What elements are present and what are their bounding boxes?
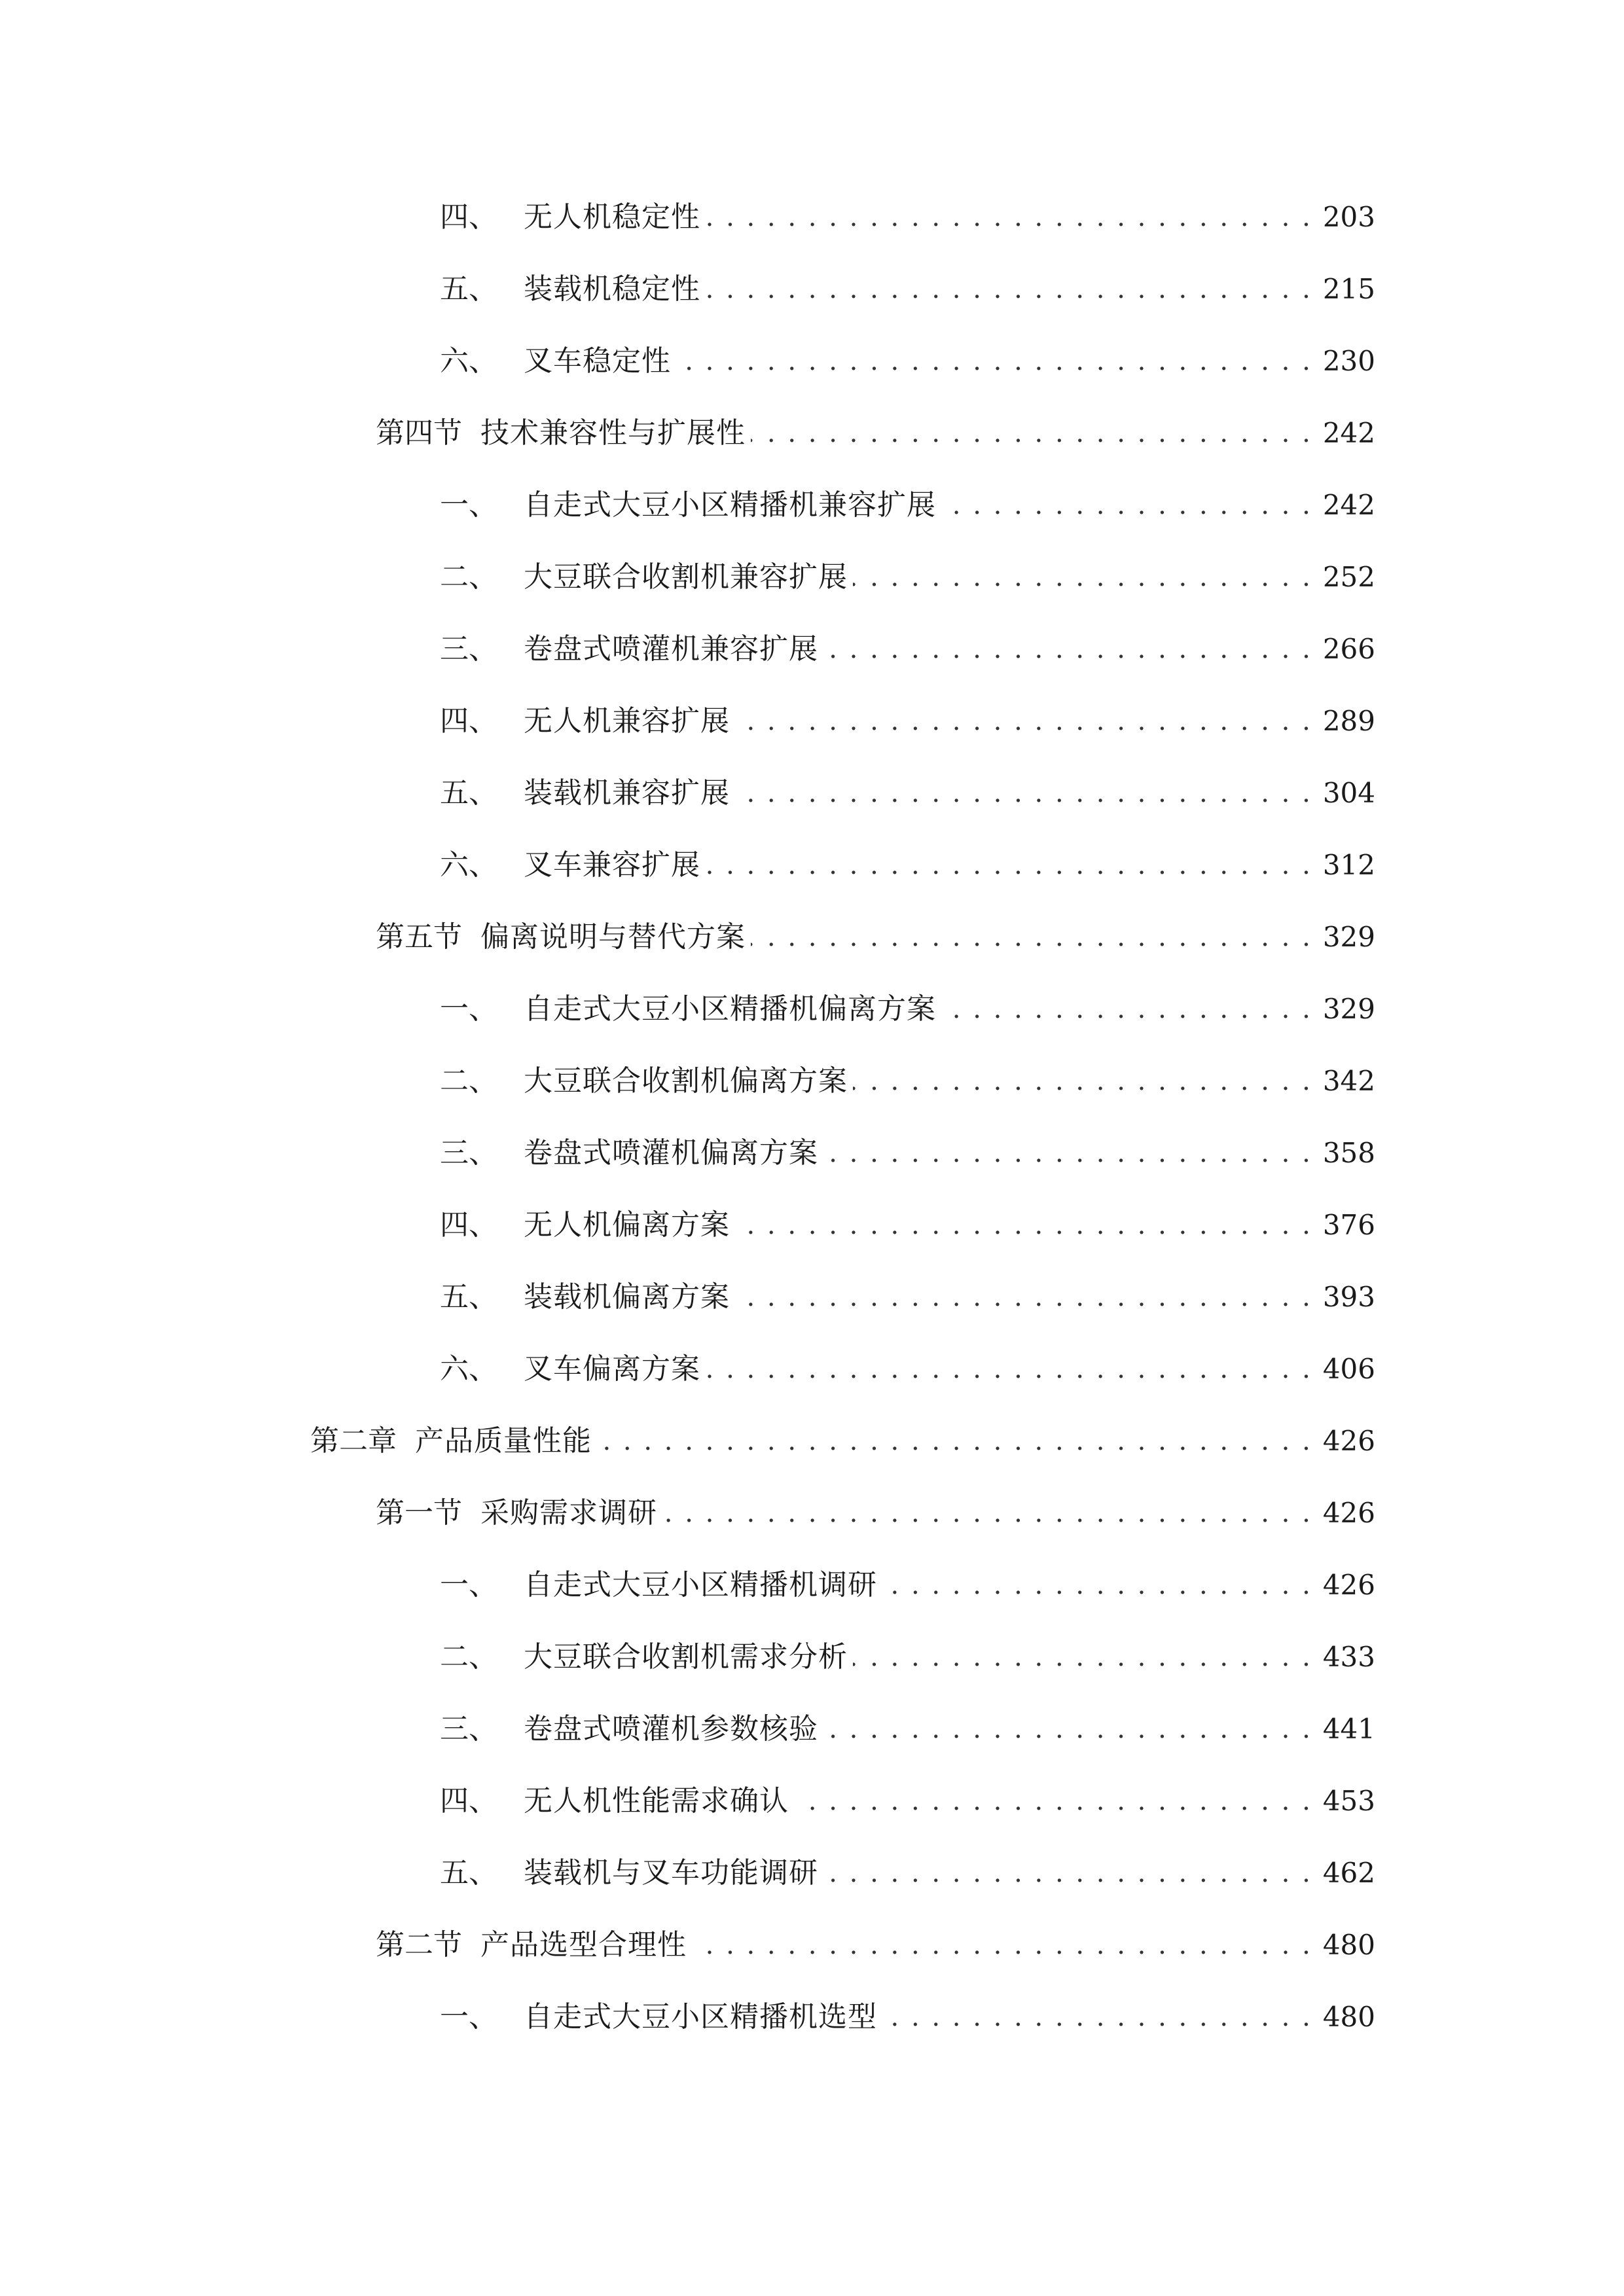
toc-dot-leader bbox=[706, 852, 1312, 878]
toc-entry-title: 无人机兼容扩展 bbox=[524, 704, 730, 738]
toc-entry-number: 一、 bbox=[440, 992, 497, 1026]
toc-entry[interactable] bbox=[440, 479, 1375, 531]
toc-entry-number: 四、 bbox=[440, 1784, 497, 1818]
toc-entry-page: 480 bbox=[1322, 1929, 1375, 1961]
toc-dot-leader bbox=[597, 1428, 1312, 1454]
toc-entry-number: 三、 bbox=[440, 1712, 497, 1746]
toc-entry[interactable] bbox=[440, 695, 1375, 747]
toc-entry-title: 卷盘式喷灌机偏离方案 bbox=[524, 1136, 818, 1170]
toc-entry-title: 产品选型合理性 bbox=[480, 1928, 687, 1962]
toc-entry-page: 453 bbox=[1322, 1785, 1375, 1817]
toc-entry-number: 二、 bbox=[440, 560, 497, 594]
toc-entry-number: 四、 bbox=[440, 1208, 497, 1242]
toc-entry-number: 二、 bbox=[440, 1640, 497, 1674]
toc-dot-leader bbox=[692, 1932, 1312, 1958]
toc-dot-leader bbox=[706, 204, 1312, 230]
toc-entry-number: 四、 bbox=[440, 704, 497, 738]
toc-entry-page: 342 bbox=[1322, 1065, 1375, 1097]
toc-entry-title: 自走式大豆小区精播机调研 bbox=[524, 1568, 877, 1602]
toc-entry-title: 叉车兼容扩展 bbox=[524, 848, 700, 882]
toc-entry-page: 329 bbox=[1322, 993, 1375, 1025]
toc-entry-number: 二、 bbox=[440, 1064, 497, 1098]
toc-entry-title: 大豆联合收割机需求分析 bbox=[524, 1640, 848, 1674]
toc-entry[interactable] bbox=[310, 1415, 1375, 1467]
toc-entry-number: 四、 bbox=[440, 200, 497, 234]
toc-entry-page: 426 bbox=[1322, 1569, 1375, 1601]
toc-entry-page: 312 bbox=[1322, 849, 1375, 881]
toc-entry-page: 242 bbox=[1322, 489, 1375, 521]
toc-entry[interactable] bbox=[440, 335, 1375, 387]
toc-entry[interactable] bbox=[440, 263, 1375, 315]
toc-entry-title: 卷盘式喷灌机兼容扩展 bbox=[524, 632, 818, 666]
toc-dot-leader bbox=[794, 1788, 1312, 1814]
toc-entry-page: 203 bbox=[1322, 201, 1375, 233]
toc-entry-number: 六、 bbox=[440, 1352, 497, 1386]
toc-entry-title: 自走式大豆小区精播机偏离方案 bbox=[524, 992, 936, 1026]
toc-entry[interactable] bbox=[440, 1991, 1375, 2043]
toc-dot-leader bbox=[853, 1644, 1312, 1670]
toc-dot-leader bbox=[676, 348, 1312, 374]
toc-dot-leader bbox=[751, 420, 1312, 446]
toc-entry[interactable] bbox=[440, 191, 1375, 243]
toc-entry-page: 242 bbox=[1322, 417, 1375, 449]
toc-entry-page: 462 bbox=[1322, 1857, 1375, 1889]
toc-entry[interactable] bbox=[440, 1343, 1375, 1395]
toc-entry-title: 技术兼容性与扩展性 bbox=[480, 416, 746, 450]
toc-entry-number: 五、 bbox=[440, 1856, 497, 1890]
toc-dot-leader bbox=[735, 780, 1312, 806]
toc-dot-leader bbox=[706, 276, 1312, 302]
toc-entry-page: 329 bbox=[1322, 921, 1375, 953]
toc-entry-page: 441 bbox=[1322, 1713, 1375, 1745]
toc-entry[interactable] bbox=[440, 1271, 1375, 1323]
toc-entry-number: 第五节 bbox=[376, 920, 462, 954]
toc-entry-page: 304 bbox=[1322, 777, 1375, 809]
toc-entry[interactable] bbox=[440, 551, 1375, 603]
toc-entry[interactable] bbox=[440, 983, 1375, 1035]
toc-dot-leader bbox=[662, 1500, 1312, 1526]
toc-entry[interactable] bbox=[376, 911, 1375, 963]
toc-entry-title: 大豆联合收割机偏离方案 bbox=[524, 1064, 848, 1098]
toc-entry-page: 289 bbox=[1322, 705, 1375, 737]
toc-dot-leader bbox=[853, 1068, 1312, 1094]
toc-dot-leader bbox=[941, 996, 1312, 1022]
toc-entry-number: 五、 bbox=[440, 272, 497, 306]
toc-entry-title: 自走式大豆小区精播机兼容扩展 bbox=[524, 488, 936, 522]
toc-entry-number: 三、 bbox=[440, 632, 497, 666]
toc-entry-page: 230 bbox=[1322, 345, 1375, 377]
toc-entry-number: 五、 bbox=[440, 776, 497, 810]
toc-entry[interactable] bbox=[376, 1487, 1375, 1539]
toc-dot-leader bbox=[823, 636, 1312, 662]
toc-entry[interactable] bbox=[440, 1559, 1375, 1611]
toc-dot-leader bbox=[735, 708, 1312, 734]
toc-entry-title: 自走式大豆小区精播机选型 bbox=[524, 2000, 877, 2034]
toc-dot-leader bbox=[706, 1356, 1312, 1382]
toc-entry[interactable] bbox=[440, 839, 1375, 891]
toc-entry-page: 376 bbox=[1322, 1209, 1375, 1241]
toc-entry-page: 266 bbox=[1322, 633, 1375, 665]
toc-entry-title: 装载机偏离方案 bbox=[524, 1280, 730, 1314]
toc-dot-leader bbox=[823, 1860, 1312, 1886]
toc-entry-page: 426 bbox=[1322, 1497, 1375, 1529]
toc-entry-number: 第二节 bbox=[376, 1928, 462, 1962]
toc-entry[interactable] bbox=[440, 1127, 1375, 1179]
toc-entry-number: 一、 bbox=[440, 1568, 497, 1602]
toc-entry[interactable] bbox=[440, 1631, 1375, 1683]
toc-entry[interactable] bbox=[440, 1703, 1375, 1755]
toc-entry-page: 426 bbox=[1322, 1425, 1375, 1457]
toc-entry-title: 卷盘式喷灌机参数核验 bbox=[524, 1712, 818, 1746]
toc-entry[interactable] bbox=[376, 407, 1375, 459]
toc-dot-leader bbox=[751, 924, 1312, 950]
toc-entry-title: 装载机与叉车功能调研 bbox=[524, 1856, 818, 1890]
toc-entry-number: 第四节 bbox=[376, 416, 462, 450]
toc-entry[interactable] bbox=[376, 1919, 1375, 1971]
toc-entry-title: 叉车偏离方案 bbox=[524, 1352, 700, 1386]
toc-dot-leader bbox=[882, 2004, 1312, 2030]
toc-entry-number: 六、 bbox=[440, 848, 497, 882]
toc-entry-title: 产品质量性能 bbox=[415, 1424, 592, 1458]
toc-entry-number: 一、 bbox=[440, 488, 497, 522]
toc-dot-leader bbox=[941, 492, 1312, 518]
toc-entry-title: 叉车稳定性 bbox=[524, 344, 671, 378]
toc-entry-title: 无人机稳定性 bbox=[524, 200, 700, 234]
toc-entry-page: 433 bbox=[1322, 1641, 1375, 1673]
toc-dot-leader bbox=[882, 1572, 1312, 1598]
toc-entry-title: 装载机兼容扩展 bbox=[524, 776, 730, 810]
toc-entry[interactable] bbox=[440, 1199, 1375, 1251]
toc-entry-number: 六、 bbox=[440, 344, 497, 378]
toc-entry-page: 252 bbox=[1322, 561, 1375, 593]
toc-entry[interactable] bbox=[440, 1847, 1375, 1899]
toc-dot-leader bbox=[735, 1284, 1312, 1310]
toc-entry-number: 第二章 bbox=[310, 1424, 397, 1458]
toc-entry-number: 第一节 bbox=[376, 1496, 462, 1530]
toc-dot-leader bbox=[735, 1212, 1312, 1238]
toc-entry-number: 一、 bbox=[440, 2000, 497, 2034]
toc-entry-page: 215 bbox=[1322, 273, 1375, 305]
toc-entry[interactable] bbox=[440, 1055, 1375, 1107]
toc-entry-title: 大豆联合收割机兼容扩展 bbox=[524, 560, 848, 594]
toc-entry-page: 406 bbox=[1322, 1353, 1375, 1385]
toc-entry-title: 采购需求调研 bbox=[480, 1496, 657, 1530]
toc-entry-title: 偏离说明与替代方案 bbox=[480, 920, 746, 954]
toc-entry[interactable] bbox=[440, 623, 1375, 675]
toc-entry-title: 无人机性能需求确认 bbox=[524, 1784, 789, 1818]
toc-entry-title: 无人机偏离方案 bbox=[524, 1208, 730, 1242]
toc-entry-number: 三、 bbox=[440, 1136, 497, 1170]
toc-dot-leader bbox=[823, 1140, 1312, 1166]
toc-dot-leader bbox=[853, 564, 1312, 590]
toc-entry-page: 480 bbox=[1322, 2001, 1375, 2033]
toc-entry-page: 358 bbox=[1322, 1137, 1375, 1169]
toc-entry[interactable] bbox=[440, 1775, 1375, 1827]
toc-dot-leader bbox=[823, 1716, 1312, 1742]
toc-entry-number: 五、 bbox=[440, 1280, 497, 1314]
toc-entry[interactable] bbox=[440, 767, 1375, 819]
toc-entry-title: 装载机稳定性 bbox=[524, 272, 700, 306]
toc-entry-page: 393 bbox=[1322, 1281, 1375, 1313]
